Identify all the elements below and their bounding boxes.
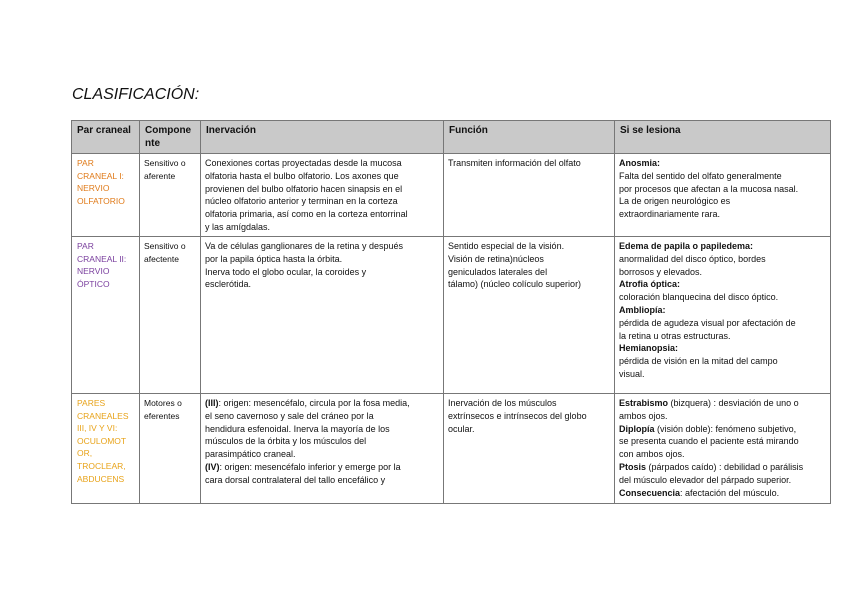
- par-name-line: OR,: [77, 448, 93, 459]
- par-name-line: III, IV Y VI:: [77, 423, 118, 434]
- inervacion-line: hendidura esfenoidal. Inerva la mayoría de los: [205, 423, 390, 434]
- inervacion-line: provienen del bulbo olfatorio hacen sinapsis en el: [205, 183, 403, 194]
- inervacion-line: el seno cavernoso y sale del cráneo por la: [205, 410, 374, 421]
- par-name-line: CRANEAL I:: [77, 170, 124, 181]
- par-name-line: ÓPTICO: [77, 278, 110, 289]
- componente-line: Motores o: [144, 398, 182, 408]
- header-inervacion: Inervación: [201, 121, 444, 154]
- lesion-line: ambos ojos.: [619, 410, 668, 421]
- cell-componente: [140, 237, 201, 394]
- table-body: [72, 154, 831, 504]
- inervacion-line: (IV): origen: mesencéfalo inferior y emerge por la: [205, 461, 401, 472]
- header-funcion: Función: [444, 121, 615, 154]
- inervacion-line: y las amígdalas.: [205, 221, 271, 232]
- par-name-line: ABDUCENS: [77, 473, 125, 484]
- funcion-line: Sentido especial de la visión.: [448, 241, 565, 251]
- cell-funcion: [444, 237, 615, 394]
- lesion-line: se presenta cuando el paciente está mirando: [619, 436, 799, 447]
- lesion-line-term: Ambliopía:: [619, 304, 666, 315]
- inervacion-line-term: (IV): [205, 461, 220, 472]
- cell-inervacion: [201, 394, 444, 504]
- componente-line: Sensitivo o: [144, 241, 186, 251]
- lesion-line: extraordinariamente rara.: [619, 209, 721, 220]
- lesion-line: con ambos ojos.: [619, 449, 685, 460]
- lesion-line-term: Diplopía: [619, 423, 655, 434]
- lesion-line: Falta del sentido del olfato generalmente: [619, 170, 782, 181]
- lesion-line: pérdida de agudeza visual por afectación de: [619, 317, 796, 328]
- par-name-line: PAR: [77, 158, 94, 168]
- lesion-line: [619, 157, 826, 170]
- inervacion-line: esclerótida.: [205, 279, 252, 290]
- par-name-line: OLFATORIO: [77, 195, 125, 206]
- header-par-craneal: Par craneal: [72, 121, 140, 154]
- componente-line: Sensitivo o: [144, 158, 186, 168]
- lesion-line: Diplopía (visión doble): fenómeno subjetivo,: [619, 423, 797, 434]
- inervacion-line: olfatoria primaria, así como en la corteza entorrinal: [205, 209, 408, 220]
- inervacion-line: Va de células ganglionares de la retina y después: [205, 241, 403, 251]
- lesion-line: del músculo elevador del párpado superior.: [619, 474, 792, 485]
- inervacion-line: Conexiones cortas proyectadas desde la mucosa: [205, 158, 402, 168]
- par-name-line: CRANEAL II:: [77, 253, 127, 264]
- funcion-line: geniculados laterales del: [448, 266, 548, 277]
- section-title: CLASIFICACIÓN:: [72, 86, 200, 103]
- par-name-line: OCULOMOT: [77, 435, 127, 446]
- funcion-line: Inervación de los músculos: [448, 398, 557, 408]
- lesion-line: [619, 342, 826, 355]
- componente-line: aferente: [144, 170, 176, 181]
- cell-inervacion: [201, 154, 444, 237]
- cell-si-se-lesiona: [615, 154, 831, 237]
- lesion-line: coloración blanquecina del disco óptico.: [619, 292, 779, 303]
- lesion-line: pérdida de visión en la mitad del campo: [619, 356, 778, 367]
- lesion-line: borrosos y elevados.: [619, 266, 703, 277]
- par-name-line: CRANEALES: [77, 410, 129, 421]
- lesion-line: [619, 304, 826, 317]
- lesion-line: anormalidad del disco óptico, bordes: [619, 253, 766, 264]
- funcion-line: ocular.: [448, 423, 475, 434]
- lesion-line: Ptosis (párpados caído) : debilidad o parálisis: [619, 461, 804, 472]
- table-header-row: [72, 121, 831, 154]
- cell-componente: [140, 394, 201, 504]
- header-si-se-lesiona: Si se lesiona: [615, 121, 831, 154]
- cell-inervacion: [201, 237, 444, 394]
- cell-si-se-lesiona: [615, 237, 831, 394]
- lesion-line: visual.: [619, 368, 645, 379]
- inervacion-line-term: (III): [205, 398, 219, 408]
- cell-si-se-lesiona: [615, 394, 831, 504]
- inervacion-line: núcleo olfatorio anterior y terminan en la corteza: [205, 196, 398, 207]
- inervacion-line: olfatoria hasta el bulbo olfatorio. Los axones que: [205, 170, 399, 181]
- table-row: [72, 154, 831, 237]
- cell-funcion: [444, 394, 615, 504]
- funcion-line: Visión de retina)núcleos: [448, 253, 544, 264]
- funcion-line: extrínsecos e intrínsecos del globo: [448, 410, 587, 421]
- lesion-line-term: Ptosis: [619, 461, 647, 472]
- lesion-line: [619, 278, 826, 291]
- par-name-line: PARES: [77, 398, 106, 408]
- lesion-line: Estrabismo (bizquera) : desviación de uno o: [619, 398, 799, 408]
- inervacion-line: (III): origen: mesencéfalo, circula por la fosa media,: [205, 398, 410, 408]
- lesion-line-term: Edema de papila o papiledema:: [619, 241, 754, 251]
- inervacion-line: por la papila óptica hasta la órbita.: [205, 253, 343, 264]
- par-name-line: PAR: [77, 241, 94, 251]
- lesion-line-term: Hemianopsia:: [619, 343, 679, 354]
- inervacion-line: cara dorsal contralateral del tallo encefálico y: [205, 474, 386, 485]
- inervacion-line: Inerva todo el globo ocular, la coroides y: [205, 266, 367, 277]
- lesion-line-term: Consecuencia: [619, 487, 681, 498]
- lesion-line: por procesos que afectan a la mucosa nasal.: [619, 183, 799, 194]
- cell-par-craneal: [72, 154, 140, 237]
- lesion-line: la retina u otras estructuras.: [619, 330, 731, 341]
- funcion-line: Transmiten información del olfato: [448, 158, 581, 168]
- cranial-nerves-table: [71, 120, 831, 504]
- inervacion-line: músculos de la órbita y los músculos del: [205, 436, 367, 447]
- lesion-line: Consecuencia: afectación del músculo.: [619, 487, 780, 498]
- header-componente: Componente: [140, 121, 201, 154]
- lesion-line-term: Estrabismo: [619, 398, 669, 408]
- cell-par-craneal: [72, 237, 140, 394]
- cell-par-craneal: [72, 394, 140, 504]
- cell-funcion: [444, 154, 615, 237]
- inervacion-line: parasimpático craneal.: [205, 449, 296, 460]
- lesion-line-term: Atrofia óptica:: [619, 279, 681, 290]
- table-row: [72, 237, 831, 394]
- par-name-line: NERVIO: [77, 183, 110, 194]
- lesion-line: La de origen neurológico es: [619, 196, 731, 207]
- lesion-line: [619, 240, 826, 253]
- funcion-line: tálamo) (núcleo colículo superior): [448, 279, 582, 290]
- lesion-line-term: Anosmia:: [619, 158, 661, 168]
- componente-line: eferentes: [144, 410, 180, 421]
- cell-componente: [140, 154, 201, 237]
- par-name-line: TROCLEAR,: [77, 460, 126, 471]
- componente-line: afectente: [144, 253, 179, 264]
- table-row: [72, 394, 831, 504]
- par-name-line: NERVIO: [77, 266, 110, 277]
